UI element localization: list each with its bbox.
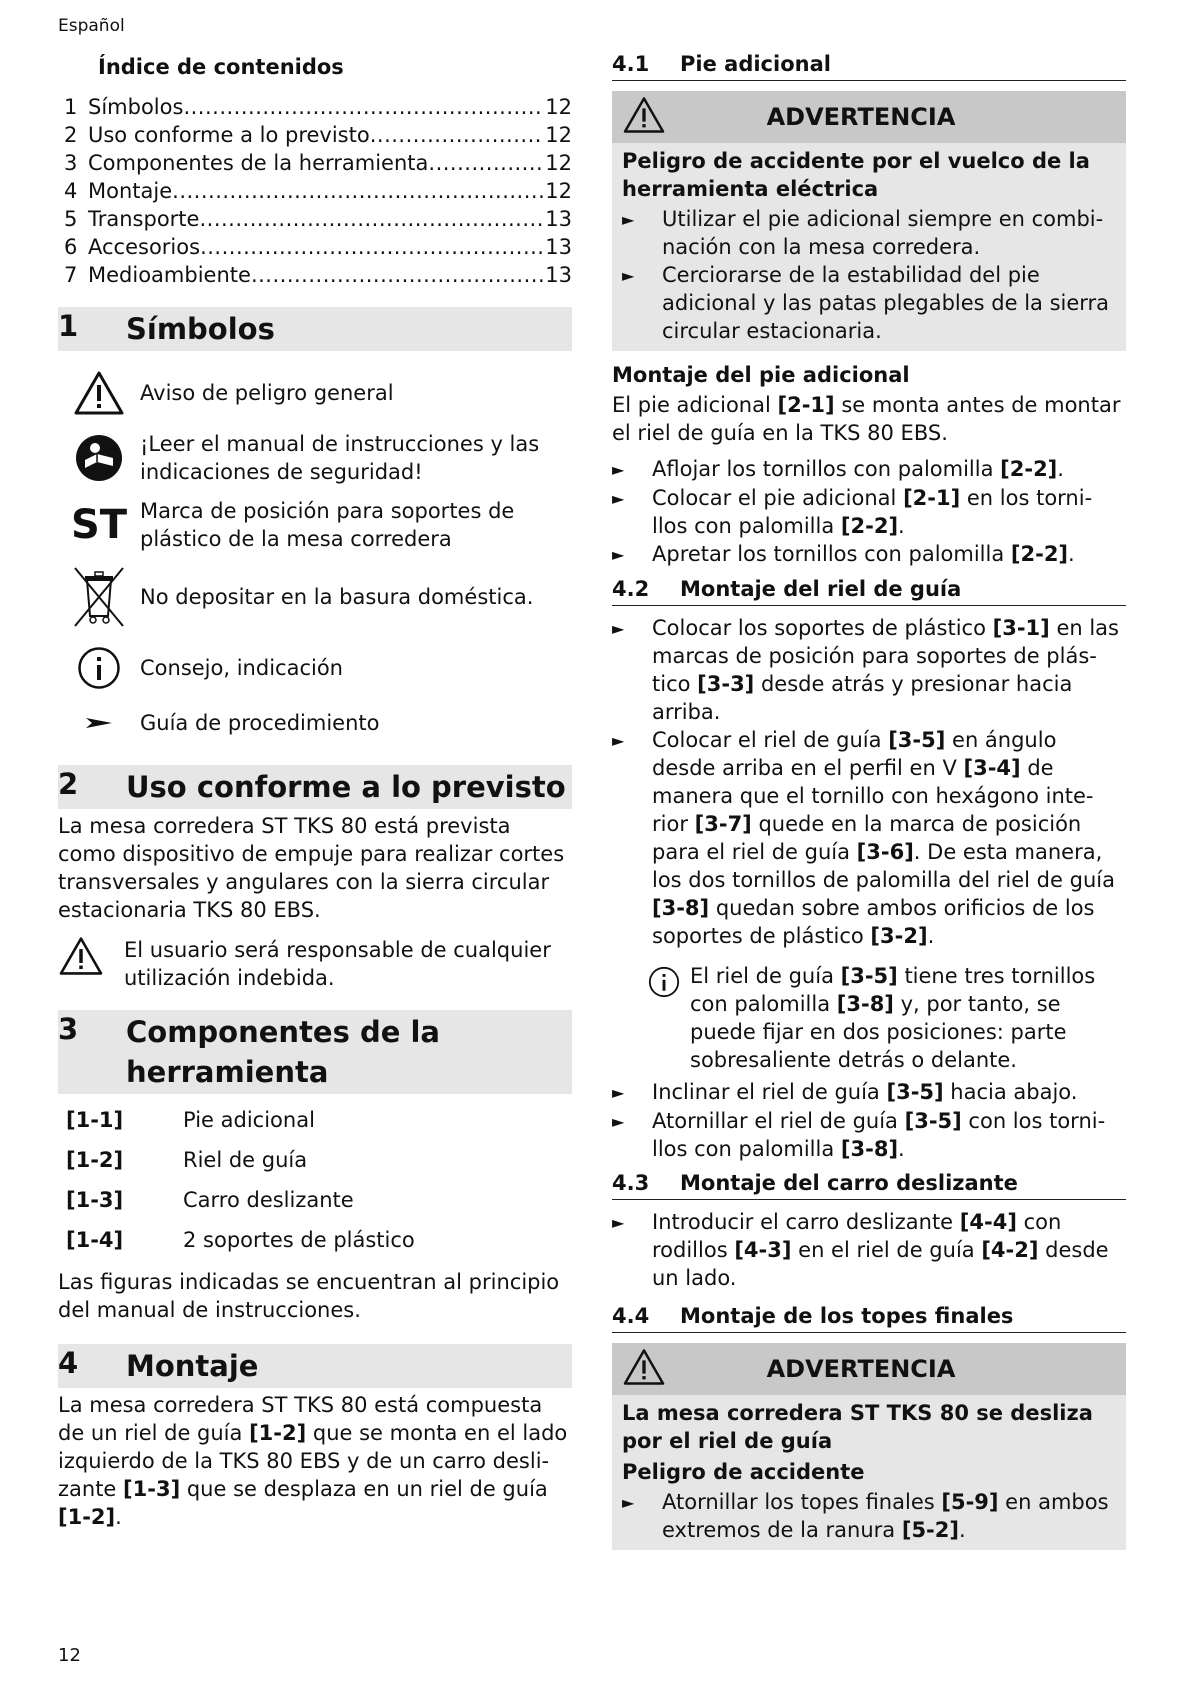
toc-entry: 7 Medioambiente ..... 13 bbox=[58, 261, 572, 289]
arrow-bullet-icon: ► bbox=[612, 1083, 625, 1102]
figure-reference: [1-2] bbox=[249, 1421, 307, 1445]
subsection-heading-4-1: 4.1 Pie adicional bbox=[612, 52, 1126, 81]
steps-list bbox=[612, 1078, 1126, 1163]
toc-title: Índice de contenidos bbox=[98, 55, 344, 79]
figure-reference: [5-2] bbox=[901, 1518, 959, 1542]
section-title: Uso conforme a lo previsto bbox=[126, 770, 566, 804]
figure-reference: [4-2] bbox=[981, 1238, 1039, 1262]
list-item: ► Cerciorarse de la estabilidad del pie adicional y las patas plegables de la sierra circular estacionaria. bbox=[622, 263, 1110, 343]
arrow-bullet-icon: ► bbox=[622, 210, 635, 229]
warning-box bbox=[612, 91, 1126, 351]
component-row: [1-4] 2 soportes de plástico bbox=[66, 1228, 415, 1252]
subsection-heading-4-4: 4.4 Montaje de los topes finales bbox=[612, 1304, 1126, 1333]
warning-header bbox=[612, 1343, 1126, 1395]
left-column bbox=[58, 52, 572, 1531]
list-item: ► Apretar los tornillos con palomilla [2-2]. bbox=[612, 540, 1126, 569]
figure-reference: [5-9] bbox=[941, 1490, 999, 1514]
subsection-heading-4-3: 4.3 Montaje del carro deslizante bbox=[612, 1171, 1126, 1200]
list-item: ► Atornillar los topes finales [5-9] en ambos extremos de la ranura [5-2]. bbox=[622, 1490, 1109, 1542]
figure-reference: [3-5] bbox=[904, 1109, 962, 1133]
list-item: ► Colocar los soportes de plástico [3-1] en las marcas de posición para soportes de plás-tico [3-3] desde atrás y presionar hacia arriba. bbox=[612, 616, 1119, 724]
figure-reference: [3-5] bbox=[840, 964, 898, 988]
list-item: ► Introducir el carro deslizante [4-4] con rodillos [4-3] en el riel de guía [4-2] desde un lado. bbox=[612, 1210, 1109, 1290]
warning-triangle-icon bbox=[622, 96, 666, 139]
paragraph: La mesa corredera ST TKS 80 está prevista como dispositivo de empuje para realizar cortes transversales y angulares con la sierra circular estacionaria TKS 80 EBS. bbox=[58, 814, 565, 922]
figure-reference: [3-3] bbox=[697, 672, 755, 696]
page-number: 12 bbox=[58, 1645, 81, 1666]
st-mark-icon: ST bbox=[70, 502, 128, 548]
symbol-row bbox=[58, 555, 572, 639]
paragraph: El pie adicional [2-1] se monta antes de montar el riel de guía en la TKS 80 EBS. bbox=[612, 393, 1121, 445]
arrow-bullet-icon: ► bbox=[612, 545, 625, 564]
toc-leader bbox=[199, 205, 544, 233]
toc-entry: 5 Transporte ..... 13 bbox=[58, 205, 572, 233]
figure-reference: [2-2] bbox=[840, 514, 899, 538]
list-item: ► Colocar el riel de guía [3-5] en ángulo desde arriba en el perfil en V [3-4] de manera que el tornillo con hexágono inte-rior [3-7] quede en la marca de posición para el riel de guía [3-6]. De esta manera, los dos tornillos de palomilla del riel de guía [3-8] quedan sobre ambos orificios de los soportes de plástico [3-2]. bbox=[612, 728, 1115, 948]
figure-reference: [3-5] bbox=[888, 728, 946, 752]
section-heading-4 bbox=[58, 1344, 572, 1388]
symbol-row bbox=[58, 697, 572, 749]
warning-triangle-icon bbox=[58, 370, 140, 416]
read-manual-icon bbox=[58, 434, 140, 482]
figure-reference: [4-4] bbox=[959, 1210, 1017, 1234]
warning-subtitle: Peligro de accidente bbox=[622, 1460, 865, 1484]
toc-leader bbox=[183, 93, 544, 121]
component-row: [1-3] Carro deslizante bbox=[66, 1188, 354, 1212]
symbol-label: Consejo, indicación bbox=[140, 656, 343, 680]
warning-header bbox=[612, 91, 1126, 143]
warning-title: ADVERTENCIA bbox=[766, 103, 956, 131]
section-title: Montaje bbox=[126, 1349, 259, 1383]
arrow-bullet-icon bbox=[58, 717, 140, 729]
toc-entry: 2 Uso conforme a lo previsto ..... 12 bbox=[58, 121, 572, 149]
toc-leader bbox=[251, 261, 544, 289]
steps-list bbox=[612, 455, 1126, 569]
warning-subtitle: Peligro de accidente por el vuelco de la herramienta eléctrica bbox=[622, 149, 1090, 201]
subsection-heading-4-2: 4.2 Montaje del riel de guía bbox=[612, 577, 1126, 606]
toc-leader bbox=[370, 121, 544, 149]
arrow-bullet-icon: ► bbox=[612, 1112, 625, 1131]
info-icon bbox=[648, 962, 690, 1074]
section-number: 1 bbox=[58, 309, 79, 343]
crossed-bin-icon bbox=[58, 566, 140, 628]
figure-reference: [3-1] bbox=[992, 616, 1050, 640]
figure-reference: [3-8] bbox=[652, 896, 710, 920]
figure-reference: [3-8] bbox=[836, 992, 894, 1016]
section-number: 3 bbox=[58, 1012, 79, 1046]
symbol-label: Marca de posición para soportes de plástico de la mesa corredera bbox=[140, 499, 515, 551]
warning-title: ADVERTENCIA bbox=[766, 1355, 956, 1383]
table-of-contents bbox=[58, 93, 572, 289]
toc-leader bbox=[172, 177, 544, 205]
arrow-bullet-icon: ► bbox=[622, 1493, 635, 1512]
section-title: Símbolos bbox=[126, 312, 275, 346]
figure-reference: [2-1] bbox=[903, 486, 961, 510]
symbol-row bbox=[58, 365, 572, 421]
toc-entry: 4 Montaje ..... 12 bbox=[58, 177, 572, 205]
symbol-label: ¡Leer el manual de instrucciones y las indicaciones de seguridad! bbox=[140, 432, 540, 484]
arrow-bullet-icon: ► bbox=[622, 266, 635, 285]
paragraph: La mesa corredera ST TKS 80 está compuesta de un riel de guía [1-2] que se monta en el lado izquierdo de la TKS 80 EBS y de un carro desli-zante [1-3] que se desplaza en un riel de guía [1-2]. bbox=[58, 1393, 568, 1529]
figure-reference: [3-4] bbox=[963, 756, 1021, 780]
symbol-label: Aviso de peligro general bbox=[140, 381, 394, 405]
steps-list bbox=[612, 1208, 1126, 1292]
symbol-row bbox=[58, 421, 572, 495]
warning-triangle-icon bbox=[622, 1348, 666, 1391]
arrow-bullet-icon: ► bbox=[612, 460, 625, 479]
symbol-row bbox=[58, 639, 572, 697]
paragraph: Las figuras indicadas se encuentran al principio del manual de instrucciones. bbox=[58, 1270, 560, 1322]
inline-warning bbox=[58, 936, 572, 992]
warning-triangle-icon bbox=[58, 936, 124, 992]
symbol-row bbox=[58, 495, 572, 555]
language-label: Español bbox=[58, 16, 125, 36]
symbol-label: No depositar en la basura doméstica. bbox=[140, 585, 534, 609]
figure-reference: [2-2] bbox=[1010, 542, 1069, 566]
figure-reference: [4-3] bbox=[734, 1238, 792, 1262]
section-title: Componentes de la herramienta bbox=[126, 1015, 440, 1089]
figure-reference: [2-2] bbox=[1000, 457, 1058, 481]
figure-reference: [3-8] bbox=[840, 1137, 899, 1161]
section-number: 2 bbox=[58, 767, 79, 801]
toc-entry: 6 Accesorios ..... 13 bbox=[58, 233, 572, 261]
section-heading-3 bbox=[58, 1010, 572, 1094]
figure-reference: [1-2] bbox=[58, 1505, 116, 1529]
symbol-label: Guía de procedimiento bbox=[140, 711, 380, 735]
symbols-list bbox=[58, 365, 572, 749]
figure-reference: [1-3] bbox=[123, 1477, 181, 1501]
list-item: ► Utilizar el pie adicional siempre en combi-nación con la mesa corredera. bbox=[622, 207, 1104, 259]
figure-reference: [3-7] bbox=[694, 812, 752, 836]
info-note: El riel de guía [3-5] tiene tres tornillos con palomilla [3-8] y, por tanto, se puede fijar en dos posiciones: parte sobresaliente detrás o delante. bbox=[648, 962, 1126, 1074]
warning-text: El usuario será responsable de cualquier utilización indebida. bbox=[124, 938, 551, 990]
warning-subtitle: La mesa corredera ST TKS 80 se desliza por el riel de guía bbox=[622, 1401, 1093, 1453]
figure-reference: [2-1] bbox=[777, 393, 835, 417]
section-heading-2 bbox=[58, 765, 572, 809]
figure-reference: [3-6] bbox=[856, 840, 914, 864]
toc-leader bbox=[200, 233, 544, 261]
section-number: 4 bbox=[58, 1346, 79, 1380]
list-item: ► Aflojar los tornillos con palomilla [2-2]. bbox=[612, 455, 1126, 484]
section-heading-1 bbox=[58, 307, 572, 351]
figure-reference: [3-5] bbox=[886, 1080, 944, 1104]
component-row: [1-2] Riel de guía bbox=[66, 1148, 308, 1172]
toc-entry: 3 Componentes de la herramienta ..... 12 bbox=[58, 149, 572, 177]
components-list bbox=[58, 1100, 572, 1260]
list-item: ► Colocar el pie adicional [2-1] en los torni-llos con palomilla [2-2]. bbox=[612, 486, 1093, 538]
steps-list bbox=[612, 614, 1126, 950]
arrow-bullet-icon: ► bbox=[612, 731, 625, 750]
toc-leader bbox=[428, 149, 544, 177]
arrow-bullet-icon: ► bbox=[612, 489, 625, 508]
arrow-bullet-icon: ► bbox=[612, 619, 625, 638]
warning-box bbox=[612, 1343, 1126, 1550]
subheading: Montaje del pie adicional bbox=[612, 363, 910, 387]
figure-reference: [3-2] bbox=[870, 924, 928, 948]
toc-entry: 1 Símbolos ..... 12 bbox=[58, 93, 572, 121]
list-item: ► Inclinar el riel de guía [3-5] hacia abajo. bbox=[612, 1078, 1126, 1107]
arrow-bullet-icon: ► bbox=[612, 1213, 625, 1232]
component-row: [1-1] Pie adicional bbox=[66, 1108, 315, 1132]
right-column bbox=[612, 52, 1126, 1550]
list-item: ► Atornillar el riel de guía [3-5] con los torni-llos con palomilla [3-8]. bbox=[612, 1109, 1106, 1161]
info-icon bbox=[58, 646, 140, 690]
